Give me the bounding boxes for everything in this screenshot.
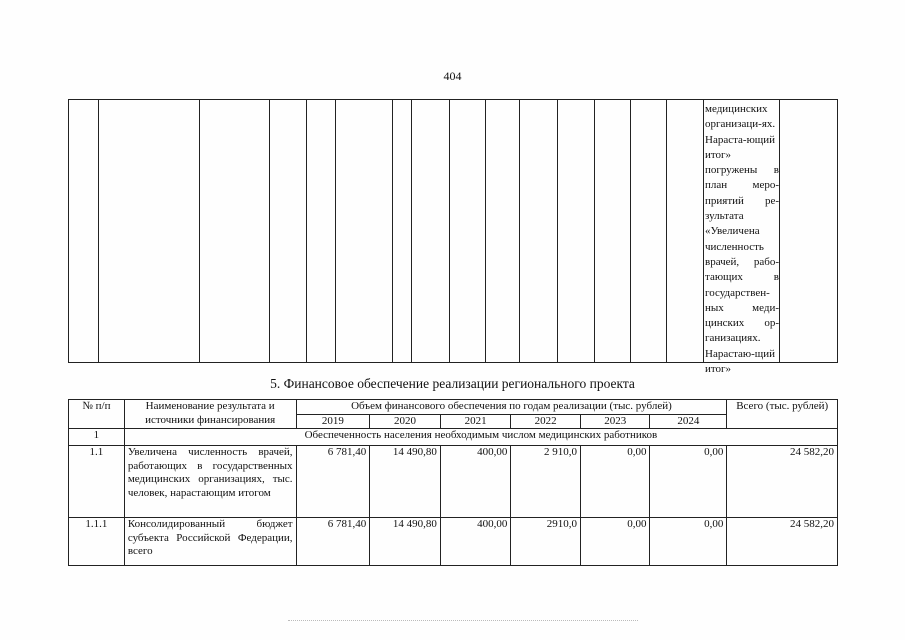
header-year: 2019 <box>296 414 370 429</box>
section-row-title: Обеспеченность населения необходимым числом медицинских работников <box>124 429 837 446</box>
header-name: Наименование результата и источники финансирования <box>124 400 296 429</box>
header-volume: Объем финансового обеспечения по годам реализации (тыс. рублей) <box>296 400 727 415</box>
header-year: 2022 <box>511 414 581 429</box>
table-divider <box>306 100 307 362</box>
row-name: Консолидированный бюджет субъекта Российской Федерации, всего <box>124 518 296 566</box>
table-divider <box>666 100 667 362</box>
table-divider <box>335 100 336 362</box>
table-divider <box>630 100 631 362</box>
header-year: 2021 <box>440 414 511 429</box>
header-year: 2024 <box>650 414 727 429</box>
row-value: 0,00 <box>650 446 727 518</box>
row-value: 0,00 <box>650 518 727 566</box>
row-num: 1.1.1 <box>69 518 125 566</box>
header-year: 2023 <box>580 414 650 429</box>
table-divider <box>269 100 270 362</box>
table-row <box>69 446 838 518</box>
row-value: 2 910,0 <box>511 446 581 518</box>
section-title: 5. Финансовое обеспечение реализации регионального проекта <box>270 376 635 391</box>
row-value: 400,00 <box>440 518 511 566</box>
row-value: 6 781,40 <box>296 446 370 518</box>
table-divider <box>199 100 200 362</box>
table-divider <box>519 100 520 362</box>
scan-artifact-line <box>288 620 638 621</box>
row-total: 24 582,20 <box>727 446 838 518</box>
section-num: 1 <box>69 429 125 446</box>
row-value: 0,00 <box>580 446 650 518</box>
table-divider <box>557 100 558 362</box>
row-value: 400,00 <box>440 446 511 518</box>
table-row <box>69 518 838 566</box>
table-divider <box>98 100 99 362</box>
table-divider <box>392 100 393 362</box>
table-divider <box>703 100 704 362</box>
table-divider <box>594 100 595 362</box>
table-divider <box>449 100 450 362</box>
table-header-row <box>69 400 838 415</box>
continuation-cell-text: медицинских организаци-ях. Нараста-ющий итог» погружены в план меро-приятий ре-зультата «Увеличена численность врачей, рабо-тающих в государствен-ных меди-цинских ор-ганизациях. Нарастаю-щий итог» <box>705 103 779 376</box>
row-value: 14 490,80 <box>370 518 441 566</box>
row-num: 1.1 <box>69 446 125 518</box>
table-divider <box>779 100 780 362</box>
finance-table <box>68 399 838 566</box>
table-section-row <box>69 429 838 446</box>
header-num: № п/п <box>69 400 125 429</box>
row-name: Увеличена численность врачей, работающих в государственных медицинских организациях, тыс. человек, нарастающим итогом <box>124 446 296 518</box>
row-value: 0,00 <box>580 518 650 566</box>
header-total: Всего (тыс. рублей) <box>727 400 838 429</box>
row-value: 14 490,80 <box>370 446 441 518</box>
table-divider <box>411 100 412 362</box>
header-year: 2020 <box>370 414 441 429</box>
row-value: 6 781,40 <box>296 518 370 566</box>
row-total: 24 582,20 <box>727 518 838 566</box>
page-number: 404 <box>443 69 462 83</box>
row-value: 2910,0 <box>511 518 581 566</box>
table-divider <box>485 100 486 362</box>
